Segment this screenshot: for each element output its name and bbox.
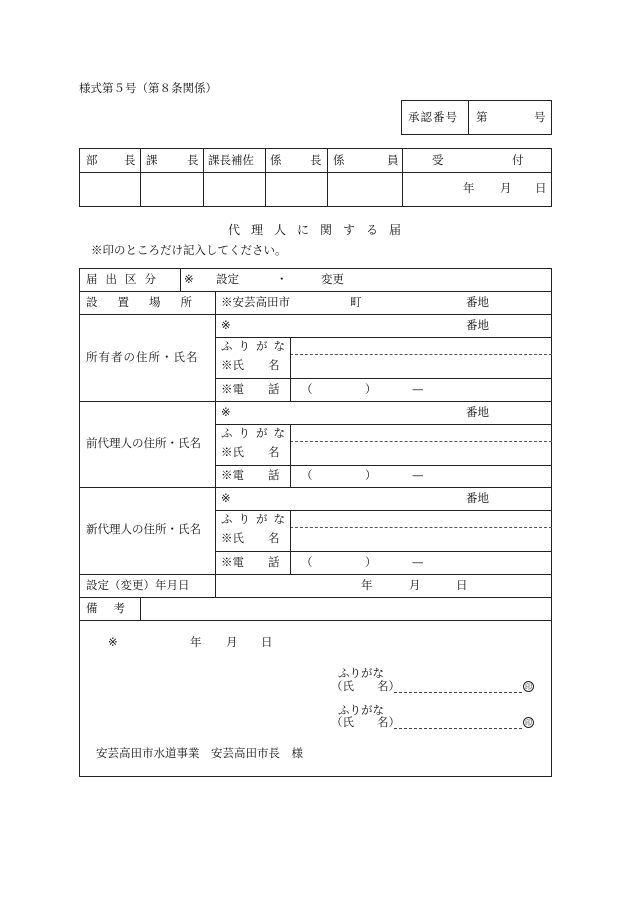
stamp-col-kakaricho-1: 係 <box>270 153 282 167</box>
owner-furigana-label: ふりがな <box>221 339 291 353</box>
prev-address-banchi: 番地 <box>466 405 489 419</box>
stamp-col-kakaricho-2: 長 <box>310 153 322 167</box>
prev-name-label-2: 名 <box>268 445 280 459</box>
seal-icon-2: 印 <box>525 719 532 727</box>
footer-month: 月 <box>226 635 238 649</box>
owner-address-banchi: 番地 <box>466 318 489 332</box>
stamp-col-kakariin-1: 係 <box>333 153 345 167</box>
owner-phone-paren-close: ） <box>365 382 377 396</box>
stamp-col-kacho-2: 長 <box>187 153 199 167</box>
prev-phone-paren-close: ） <box>365 468 377 482</box>
new-address-mark: ※ <box>221 491 231 505</box>
category-option-change: 変更 <box>321 272 344 286</box>
setdate-day: 日 <box>456 578 468 592</box>
stamp-date-year: 年 <box>463 181 475 195</box>
approval-dai: 第 <box>476 110 488 124</box>
location-label: 設置場所 <box>86 295 212 309</box>
new-address-banchi: 番地 <box>466 491 489 505</box>
new-name-label-2: 名 <box>268 531 280 545</box>
stamp-col-kachohosa: 課長補佐 <box>208 153 254 167</box>
owner-address-mark: ※ <box>221 318 231 332</box>
stamp-col-bucho-1: 部 <box>86 153 98 167</box>
owner-phone-label-2: 話 <box>268 382 280 396</box>
footer-mark: ※ <box>108 635 118 649</box>
new-agent-label: 新代理人の住所・氏名 <box>86 522 201 536</box>
footer-signature-line-2 <box>394 728 522 729</box>
footer-addressee: 安芸高田市水道事業 安芸高田市長 様 <box>96 746 303 760</box>
footer-name-label-1: （氏 名） <box>331 679 400 693</box>
owner-phone-label-1: ※電 <box>221 382 244 396</box>
setdate-year: 年 <box>361 578 373 592</box>
footer-year: 年 <box>190 635 202 649</box>
owner-name-label-1: ※氏 <box>221 358 244 372</box>
remarks-label: 備考 <box>86 601 141 615</box>
footer-day: 日 <box>261 635 273 649</box>
category-dot: ・ <box>276 272 288 286</box>
category-label: 届出区分 <box>86 272 164 286</box>
owner-phone-paren-open: （ <box>301 382 313 396</box>
stamp-col-kacho-1: 課 <box>146 153 158 167</box>
stamp-col-uketsuke-1: 受 <box>432 153 444 167</box>
prev-phone-label-2: 話 <box>268 468 280 482</box>
new-name-label-1: ※氏 <box>221 531 244 545</box>
approval-go: 号 <box>534 110 546 124</box>
new-phone-dash: — <box>412 555 424 569</box>
new-phone-paren-close: ） <box>365 555 377 569</box>
prev-address-mark: ※ <box>221 405 231 419</box>
new-furigana-label: ふりがな <box>221 512 291 526</box>
form-number: 様式第５号（第８条関係） <box>79 81 217 95</box>
category-option-setting: 設定 <box>216 272 239 286</box>
location-city: ※安芸高田市 <box>221 295 290 309</box>
new-phone-label-1: ※電 <box>221 555 244 569</box>
stamp-col-bucho-2: 長 <box>124 153 136 167</box>
stamp-date-day: 日 <box>535 181 547 195</box>
footer-name-label-2: （氏 名） <box>331 715 400 729</box>
stamp-col-uketsuke-2: 付 <box>512 153 524 167</box>
owner-phone-dash: — <box>412 382 424 396</box>
location-banchi: 番地 <box>466 295 489 309</box>
prev-name-label-1: ※氏 <box>221 445 244 459</box>
footer-signature-line-1 <box>394 692 522 693</box>
category-mark: ※ <box>184 272 194 286</box>
seal-icon-1: 印 <box>525 683 532 691</box>
prev-furigana-label: ふりがな <box>221 426 291 440</box>
stamp-col-kakariin-2: 員 <box>387 153 399 167</box>
owner-label: 所有者の住所・氏名 <box>86 350 199 364</box>
setdate-label: 設定（変更）年月日 <box>86 578 190 592</box>
prev-phone-label-1: ※電 <box>221 468 244 482</box>
prev-phone-dash: — <box>412 468 424 482</box>
owner-name-label-2: 名 <box>268 358 280 372</box>
instruction-text: ※印のところだけ記入してください。 <box>91 243 287 257</box>
new-phone-label-2: 話 <box>268 555 280 569</box>
new-phone-paren-open: （ <box>301 555 313 569</box>
setdate-month: 月 <box>409 578 421 592</box>
prev-agent-label: 前代理人の住所・氏名 <box>86 436 201 450</box>
prev-phone-paren-open: （ <box>301 468 313 482</box>
footer-furigana-1: ふりがな <box>338 666 384 680</box>
stamp-date-month: 月 <box>500 181 512 195</box>
approval-number-label: 承認番号 <box>408 110 458 124</box>
form-title: 代理人に関する届 <box>228 223 413 237</box>
location-cho: 町 <box>350 295 362 309</box>
footer-furigana-2: ふりがな <box>338 703 384 717</box>
